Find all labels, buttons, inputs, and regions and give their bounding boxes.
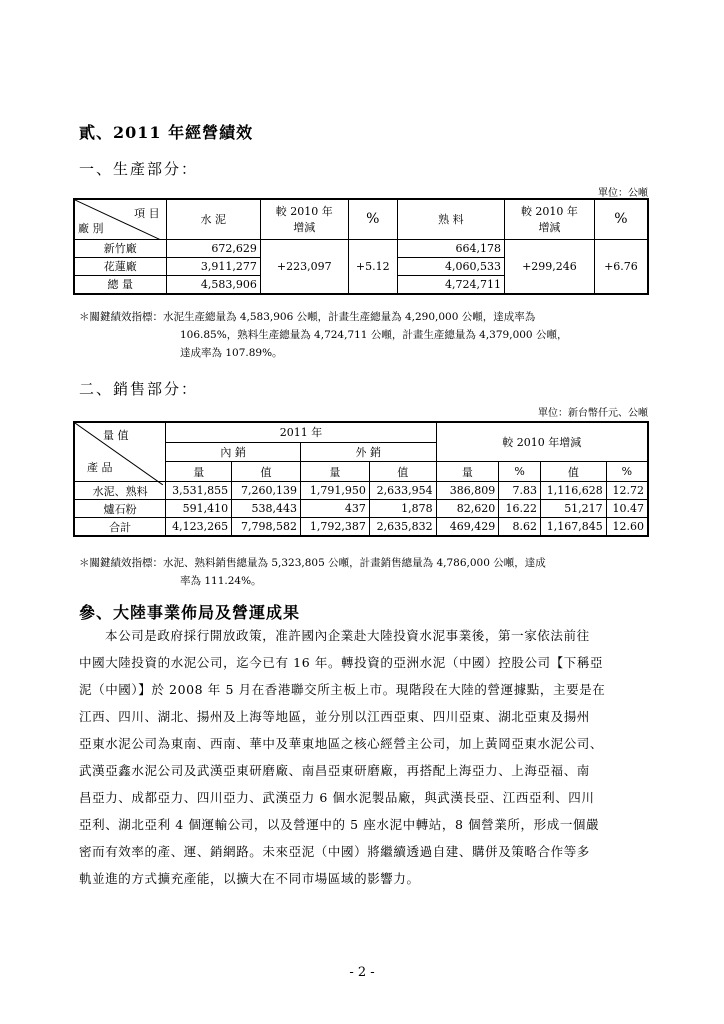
header-qty: 量 [300,462,369,482]
production-kpi-line-1: ＊關鍵績效指標：水泥生產總量為 4,583,906 公噸，計畫生產總量為 4,290,000 公噸，達成率為 [79,311,536,323]
header-product: 產 品 [87,461,113,474]
row-name: 新竹廠 [74,239,166,257]
clinker-value: 4,724,711 [397,275,504,294]
change-qty-pct: 16.22 [499,500,541,518]
change-val-pct: 12.60 [606,518,648,537]
table-row [74,239,648,257]
header-clinker: 熟 料 [397,199,504,239]
clinker-value: 664,178 [397,239,504,257]
change-qty-pct: 8.62 [499,518,541,537]
domestic-qty: 4,123,265 [166,518,232,537]
change-label-2: 增減 [293,221,316,235]
domestic-val: 7,798,582 [232,518,301,537]
export-val: 2,633,954 [369,482,436,500]
sales-unit: 單位：新台幣仟元、公噸 [538,408,648,419]
paragraph-line: 軌並進的方式擴充產能，以擴大在不同市場區域的影響力。 [79,871,420,886]
change-label-1: 較 2010 年 [275,205,333,219]
paragraph-line: 密而有效率的產、運、銷網路。未來亞泥（中國）將繼續透過自建、購併及策略合作等多 [79,844,590,859]
header-change: 較 2010 年增減 [436,422,648,462]
table-row [74,500,648,518]
header-cement: 水 泥 [166,199,260,239]
header-val: 值 [369,462,436,482]
header-clinker-pct: % [594,199,648,239]
export-qty: 1,792,387 [300,518,369,537]
row-name: 水泥、熟料 [74,482,166,500]
header-pct: % [499,462,541,482]
production-heading: 一、生產部分： [79,160,199,178]
paragraph-line: 亞利、湖北亞利 4 個運輸公司，以及營運中的 5 座水泥中轉站，8 個營業所，形成一個嚴 [79,817,600,832]
header-domestic: 內 銷 [166,442,301,462]
sales-kpi-line-1: ＊關鍵績效指標：水泥、熟料銷售總量為 5,323,805 公噸，計畫銷售總量為 4,786,000 公噸，達成 [79,557,546,569]
table-row [74,518,648,537]
row-name: 合計 [74,518,166,537]
change-val: 1,116,628 [540,482,606,500]
domestic-val: 7,260,139 [232,482,301,500]
mainland-paragraph [79,622,647,892]
header-clinker-change [504,199,594,239]
change-label-2: 增減 [538,221,561,235]
export-qty: 437 [300,500,369,518]
header-qty: 量 [166,462,232,482]
export-qty: 1,791,950 [300,482,369,500]
header-qty: 量 [436,462,499,482]
row-name: 總 量 [74,275,166,294]
header-cement-change [260,199,348,239]
change-qty: 82,620 [436,500,499,518]
sales-corner-header [74,422,166,482]
cement-change: +223,097 [260,239,348,294]
production-kpi-line-3: 達成率為 107.89%。 [180,347,283,359]
clinker-change: +299,246 [504,239,594,294]
paragraph-line: 中國大陸投資的水泥公司，迄今已有 16 年。轉投資的亞洲水泥（中國）控股公司【下稱亞 [79,655,604,670]
paragraph-line: 武漢亞鑫水泥公司及武漢亞東研磨廠、南昌亞東研磨廠，再搭配上海亞力、上海亞福、南 [79,763,590,778]
change-qty: 469,429 [436,518,499,537]
cement-pct: +5.12 [348,239,397,294]
domestic-val: 538,443 [232,500,301,518]
sales-heading: 二、銷售部分： [79,380,199,398]
production-kpi-line-2: 106.85%，熟料生產總量為 4,724,711 公噸，計畫生產總量為 4,379,000 公噸， [180,329,568,341]
header-qty-value: 量 值 [103,429,129,442]
production-table [73,198,649,295]
paragraph-line: 江西、四川、湖北、揚州及上海等地區，並分別以江西亞東、四川亞東、湖北亞東及揚州 [79,709,590,724]
change-val: 51,217 [540,500,606,518]
change-label-1: 較 2010 年 [520,205,578,219]
clinker-pct: +6.76 [594,239,648,294]
sales-kpi-line-2: 率為 111.24%。 [180,575,262,587]
production-corner-header [74,199,166,239]
cement-value: 4,583,906 [166,275,260,294]
header-item: 項 目 [134,207,160,220]
paragraph-line: 本公司是政府採行開放政策，准許國內企業赴大陸投資水泥事業後，第一家依法前往 [105,628,590,643]
change-qty: 386,809 [436,482,499,500]
page-number: - 2 - [349,965,375,980]
header-val: 值 [540,462,606,482]
export-val: 2,635,832 [369,518,436,537]
header-pct: % [606,462,648,482]
domestic-qty: 591,410 [166,500,232,518]
header-export: 外 銷 [300,442,436,462]
header-year: 2011 年 [166,422,436,442]
header-val: 值 [232,462,301,482]
change-val: 1,167,845 [540,518,606,537]
export-val: 1,878 [369,500,436,518]
domestic-qty: 3,531,855 [166,482,232,500]
paragraph-line: 昌亞力、成都亞力、四川亞力、武漢亞力 6 個水泥製品廠，與武漢長亞、江西亞利、四川 [79,790,595,805]
change-qty-pct: 7.83 [499,482,541,500]
change-val-pct: 10.47 [606,500,648,518]
cement-value: 3,911,277 [166,257,260,275]
clinker-value: 4,060,533 [397,257,504,275]
change-val-pct: 12.72 [606,482,648,500]
paragraph-line: 泥（中國）】於 2008 年 5 月在香港聯交所主板上市。現階段在大陸的營運據點，主要是在 [79,682,606,697]
section-heading-performance: 貳、2011 年經營績效 [79,123,254,142]
header-cement-pct: % [348,199,397,239]
header-factory: 廠 別 [78,221,104,235]
cement-value: 672,629 [166,239,260,257]
paragraph-line: 亞東水泥公司為東南、西南、華中及華東地區之核心經營主公司，加上黃岡亞東水泥公司、 [79,736,604,751]
row-name: 花蓮廠 [74,257,166,275]
sales-table [73,421,649,537]
mainland-heading: 參、大陸事業佈局及營運成果 [79,603,301,622]
row-name: 爐石粉 [74,500,166,518]
production-unit: 單位：公噸 [598,188,648,199]
